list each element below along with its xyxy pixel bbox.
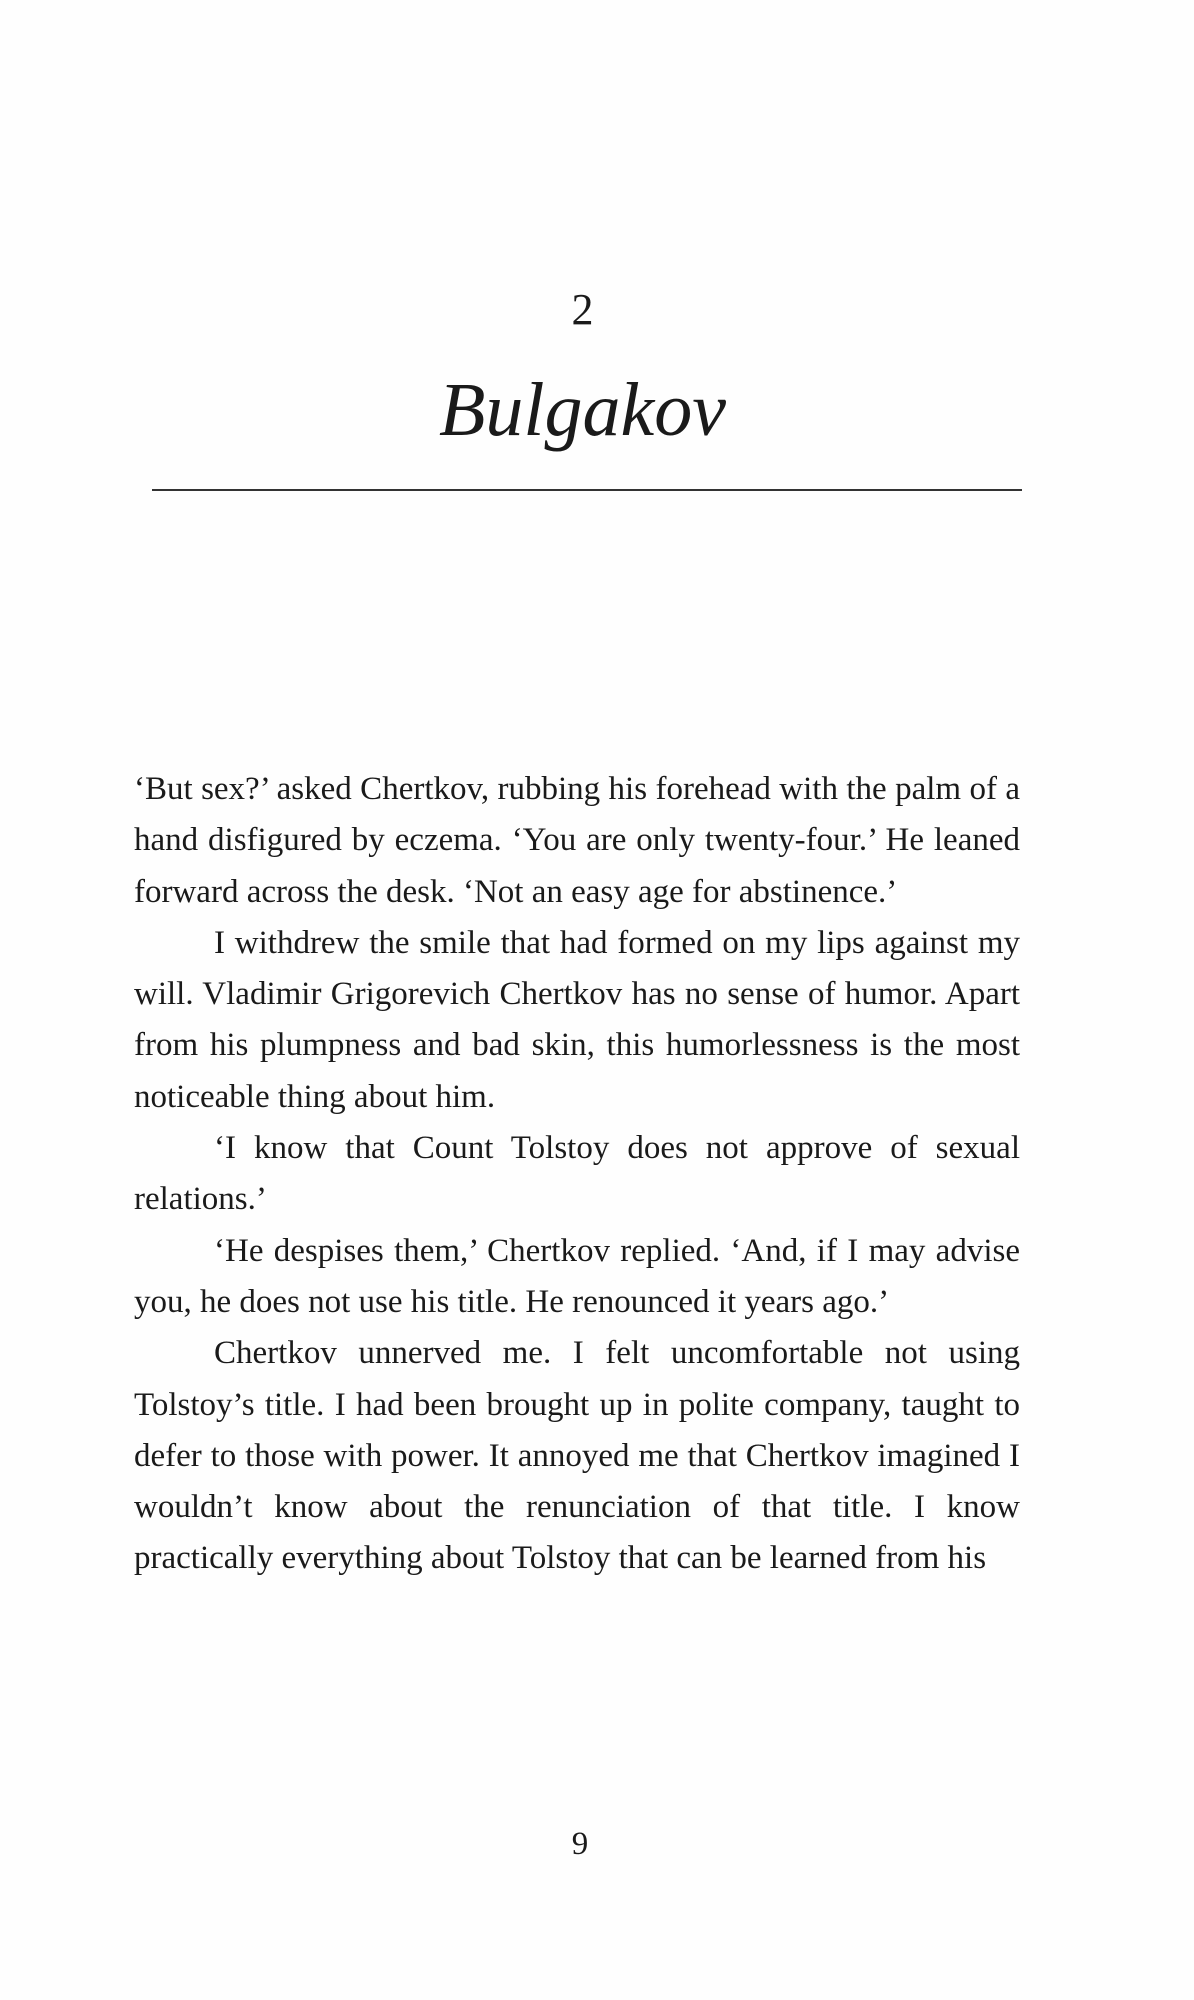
paragraph: ‘He despises them,’ Chertkov replied. ‘And, if I may advise you, he does not use his title. He renounced it years ago.’: [134, 1232, 1020, 1320]
paragraph: ‘But sex?’ asked Chertkov, rubbing his forehead with the palm of a hand disfigured by eczema. ‘You are only twenty-four.’ He leaned forward across the desk. ‘Not an easy age for abstinence.’: [134, 771, 1020, 910]
body-text: [134, 764, 1020, 1585]
paragraph: ‘I know that Count Tolstoy does not approve of sexual relations.’: [134, 1130, 1020, 1218]
chapter-number: 2: [571, 285, 594, 334]
paragraph: I withdrew the smile that had formed on my lips against my will. Vladimir Grigorevich Chertkov has no sense of humor. Apart from his plumpness and bad skin, this humorlessness is the most noticeable thing about him.: [134, 924, 1020, 1115]
page-number: 9: [571, 1826, 589, 1862]
paragraph: Chertkov unnerved me. I felt uncomfortable not using Tolstoy’s title. I had been brought up in polite company, taught to defer to those with power. It annoyed me that Chertkov imagined I wouldn’t know about the renunciation of that title. I know practically everything about Tolstoy that can be learned from his: [134, 1335, 1020, 1577]
title-rule: [152, 489, 1022, 491]
chapter-title: Bulgakov: [438, 368, 726, 452]
